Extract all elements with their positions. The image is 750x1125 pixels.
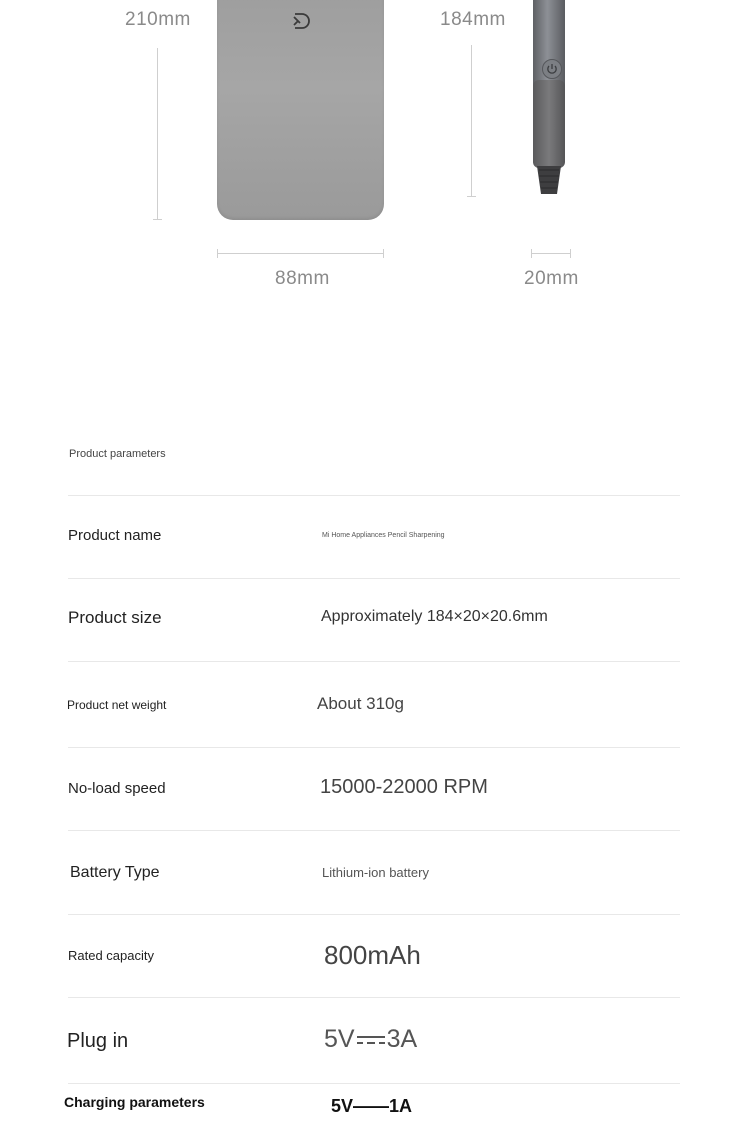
section-title: Product parameters xyxy=(69,448,166,460)
case-width-line xyxy=(217,253,384,254)
param-value-net-weight: About 310g xyxy=(317,694,404,713)
brand-logo-icon xyxy=(291,11,311,31)
case-width-cap-right xyxy=(383,249,384,258)
pen-height-cap xyxy=(467,196,476,197)
param-value-no-load-speed: 15000-22000 RPM xyxy=(320,776,488,798)
plug-in-voltage: 5V xyxy=(324,1025,355,1053)
table-divider xyxy=(68,495,680,496)
param-value-rated-capacity: 800mAh xyxy=(324,940,421,970)
pen-height-line xyxy=(471,45,472,197)
param-label-plug-in: Plug in xyxy=(67,1030,129,1052)
table-divider xyxy=(68,1083,680,1084)
pen-width-cap-right xyxy=(570,249,571,258)
param-label-rated-capacity: Rated capacity xyxy=(68,948,154,963)
dc-symbol-icon xyxy=(356,1033,386,1047)
case-width-cap-left xyxy=(217,249,218,258)
param-label-net-weight: Product net weight xyxy=(67,698,167,712)
pen-width-label: 20mm xyxy=(524,268,579,289)
table-divider xyxy=(68,830,680,831)
param-label-product-name: Product name xyxy=(68,527,162,544)
case-height-line xyxy=(157,48,158,220)
param-label-battery-type: Battery Type xyxy=(70,864,160,881)
table-divider xyxy=(68,914,680,915)
param-value-product-size: Approximately 184×20×20.6mm xyxy=(321,608,548,625)
pen-width-cap-left xyxy=(531,249,532,258)
table-divider xyxy=(68,661,680,662)
pen-width-line xyxy=(531,253,571,254)
case-width-label: 88mm xyxy=(275,268,330,289)
case-height-label: 210mm xyxy=(125,9,191,30)
param-value-product-name: Mi Home Appliances Pencil Sharpening xyxy=(322,532,445,539)
param-value-battery-type: Lithium-ion battery xyxy=(322,865,429,880)
param-value-charging-parameters: 5V——1A xyxy=(331,1096,413,1116)
plug-in-current: 3A xyxy=(386,1025,418,1053)
table-divider xyxy=(68,997,680,998)
table-divider xyxy=(68,578,680,579)
power-button-icon xyxy=(541,58,563,80)
table-divider xyxy=(68,747,680,748)
storage-case xyxy=(217,0,384,220)
param-value-plug-in xyxy=(324,1025,417,1054)
electric-sharpener-pen xyxy=(530,0,568,200)
pen-height-label: 184mm xyxy=(440,9,506,30)
param-label-charging-parameters: Charging parameters xyxy=(64,1094,205,1110)
case-height-cap xyxy=(153,219,162,220)
param-label-product-size: Product size xyxy=(68,608,162,627)
param-label-no-load-speed: No-load speed xyxy=(68,780,166,797)
